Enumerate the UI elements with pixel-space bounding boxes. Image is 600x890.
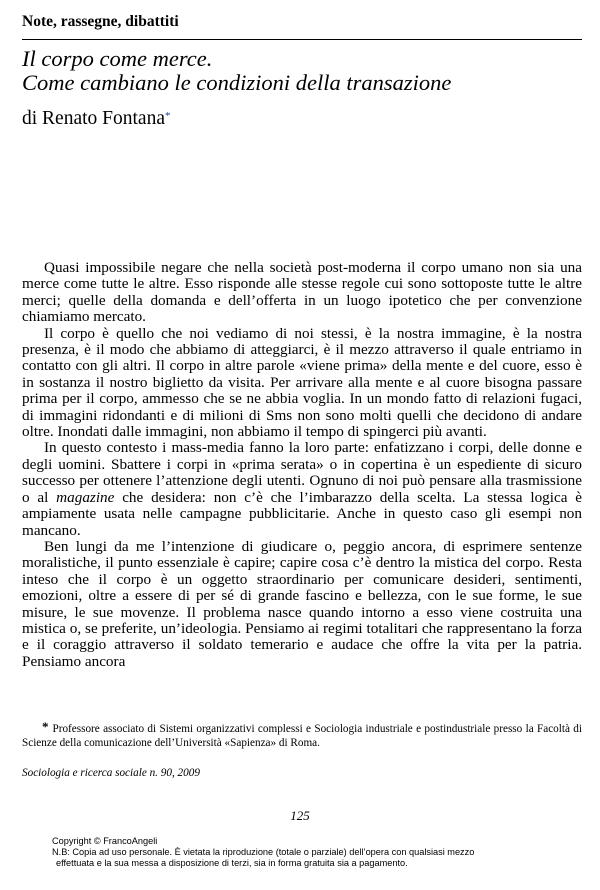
footnote-mark: * (42, 719, 49, 734)
paragraph-2: Il corpo è quello che noi vediamo di noi stessi, è la nostra immagine, è la nostra presenza, è il modo che abbiamo di atteggiarci, è il mezzo attraverso il quale entriamo in contatto con gli altri. Il corpo in altre parole «viene prima» della mente e del cuore, esso è in sostanza il nostro biglietto da visita. Per arrivare alla mente e al cuore bisogna passare prima per il corpo, ammesso che se ne abbia voglia. In un mondo fatto di relazioni fugaci, di immagini ridondanti e di milioni di Sms non sono molti quelli che decidono di andare oltre. Inondati dalle immagini, non abbiamo il tempo di spingerci più avanti. (22, 324, 582, 441)
paragraph-1: Quasi impossibile negare che nella società post-moderna il corpo umano non sia una merce come tutte le altre. Esso risponde alle stesse regole cui sono sottoposte tutte le altre merci; quelle della domanda e dell’offerta in un luogo ipotetico che per convenzione chiamiamo mercato. (22, 259, 582, 326)
paragraph-3-text-a: In questo contesto i mass-media fanno la loro parte: enfatizzano i corpi, delle donne e degli uomini. Sbattere i corpi in «prima serata» o in copertina è un espediente di sicuro successo per ottenere l’attenzione degli utenti. Ognuno di noi può pensare alla trasmissione o al (22, 439, 582, 506)
paragraph-3 (22, 440, 582, 538)
title-line-2: Come cambiano le condizioni della transazione (22, 70, 452, 95)
article-title (22, 47, 592, 95)
author-line (22, 107, 170, 131)
header-rule (22, 39, 582, 40)
copyright-notice (52, 836, 592, 870)
author-name: di Renato Fontana (22, 108, 165, 129)
article-body (22, 260, 582, 670)
footnote-text: Professore associato di Sistemi organizzativi complessi e Sociologia industriale e postindustriale presso la Facoltà di Scienze della comunicazione dell’Università «Sapienza» di Roma. (22, 723, 582, 749)
footnote (22, 719, 582, 750)
copyright-line-3: effettuata e la sua messa a disposizione di terzi, sia in forma gratuita sia a pagamento. (56, 858, 408, 869)
copyright-line-1: Copyright © FrancoAngeli (52, 836, 158, 846)
section-heading: Note, rassegne, dibattiti (22, 13, 179, 30)
magazine-emphasis: magazine (56, 488, 115, 506)
copyright-line-2: N.B: Copia ad uso personale. È vietata la riproduzione (totale o parziale) dell’opera con qualsiasi mezzo (52, 847, 475, 858)
page-number: 125 (290, 808, 310, 823)
title-line-1: Il corpo come merce. (22, 46, 213, 71)
paragraph-3-text-b: che desidera: non c’è che l’imbarazzo della scelta. La stessa logica è ampiamente usata nelle campagne pubblicitarie. Anche in questo caso gli esempi non mancano. (22, 488, 582, 539)
journal-citation: Sociologia e ricerca sociale n. 90, 2009 (22, 767, 200, 779)
paragraph-4: Ben lungi da me l’intenzione di giudicare o, peggio ancora, di esprimere sentenze moralistiche, il punto essenziale è capire; capire cosa c’è dentro la mistica del corpo. Resta inteso che il corpo è un oggetto straordinario per comunicare desideri, sentimenti, emozioni, oltre a essere di per sé di grande fascino e bellezza, con le sue forme, le sue misure, le sue movenze. Il problema nasce quando intorno a esso viene costruita una mistica o, se preferite, un’ideologia. Pensiamo ai regimi totalitari che rappresentano la forza e il coraggio attraverso il soldato temerario e audace che offre la vita per la patria. Pensiamo ancora (22, 537, 582, 670)
footnote-reference-link[interactable]: * (164, 110, 171, 122)
